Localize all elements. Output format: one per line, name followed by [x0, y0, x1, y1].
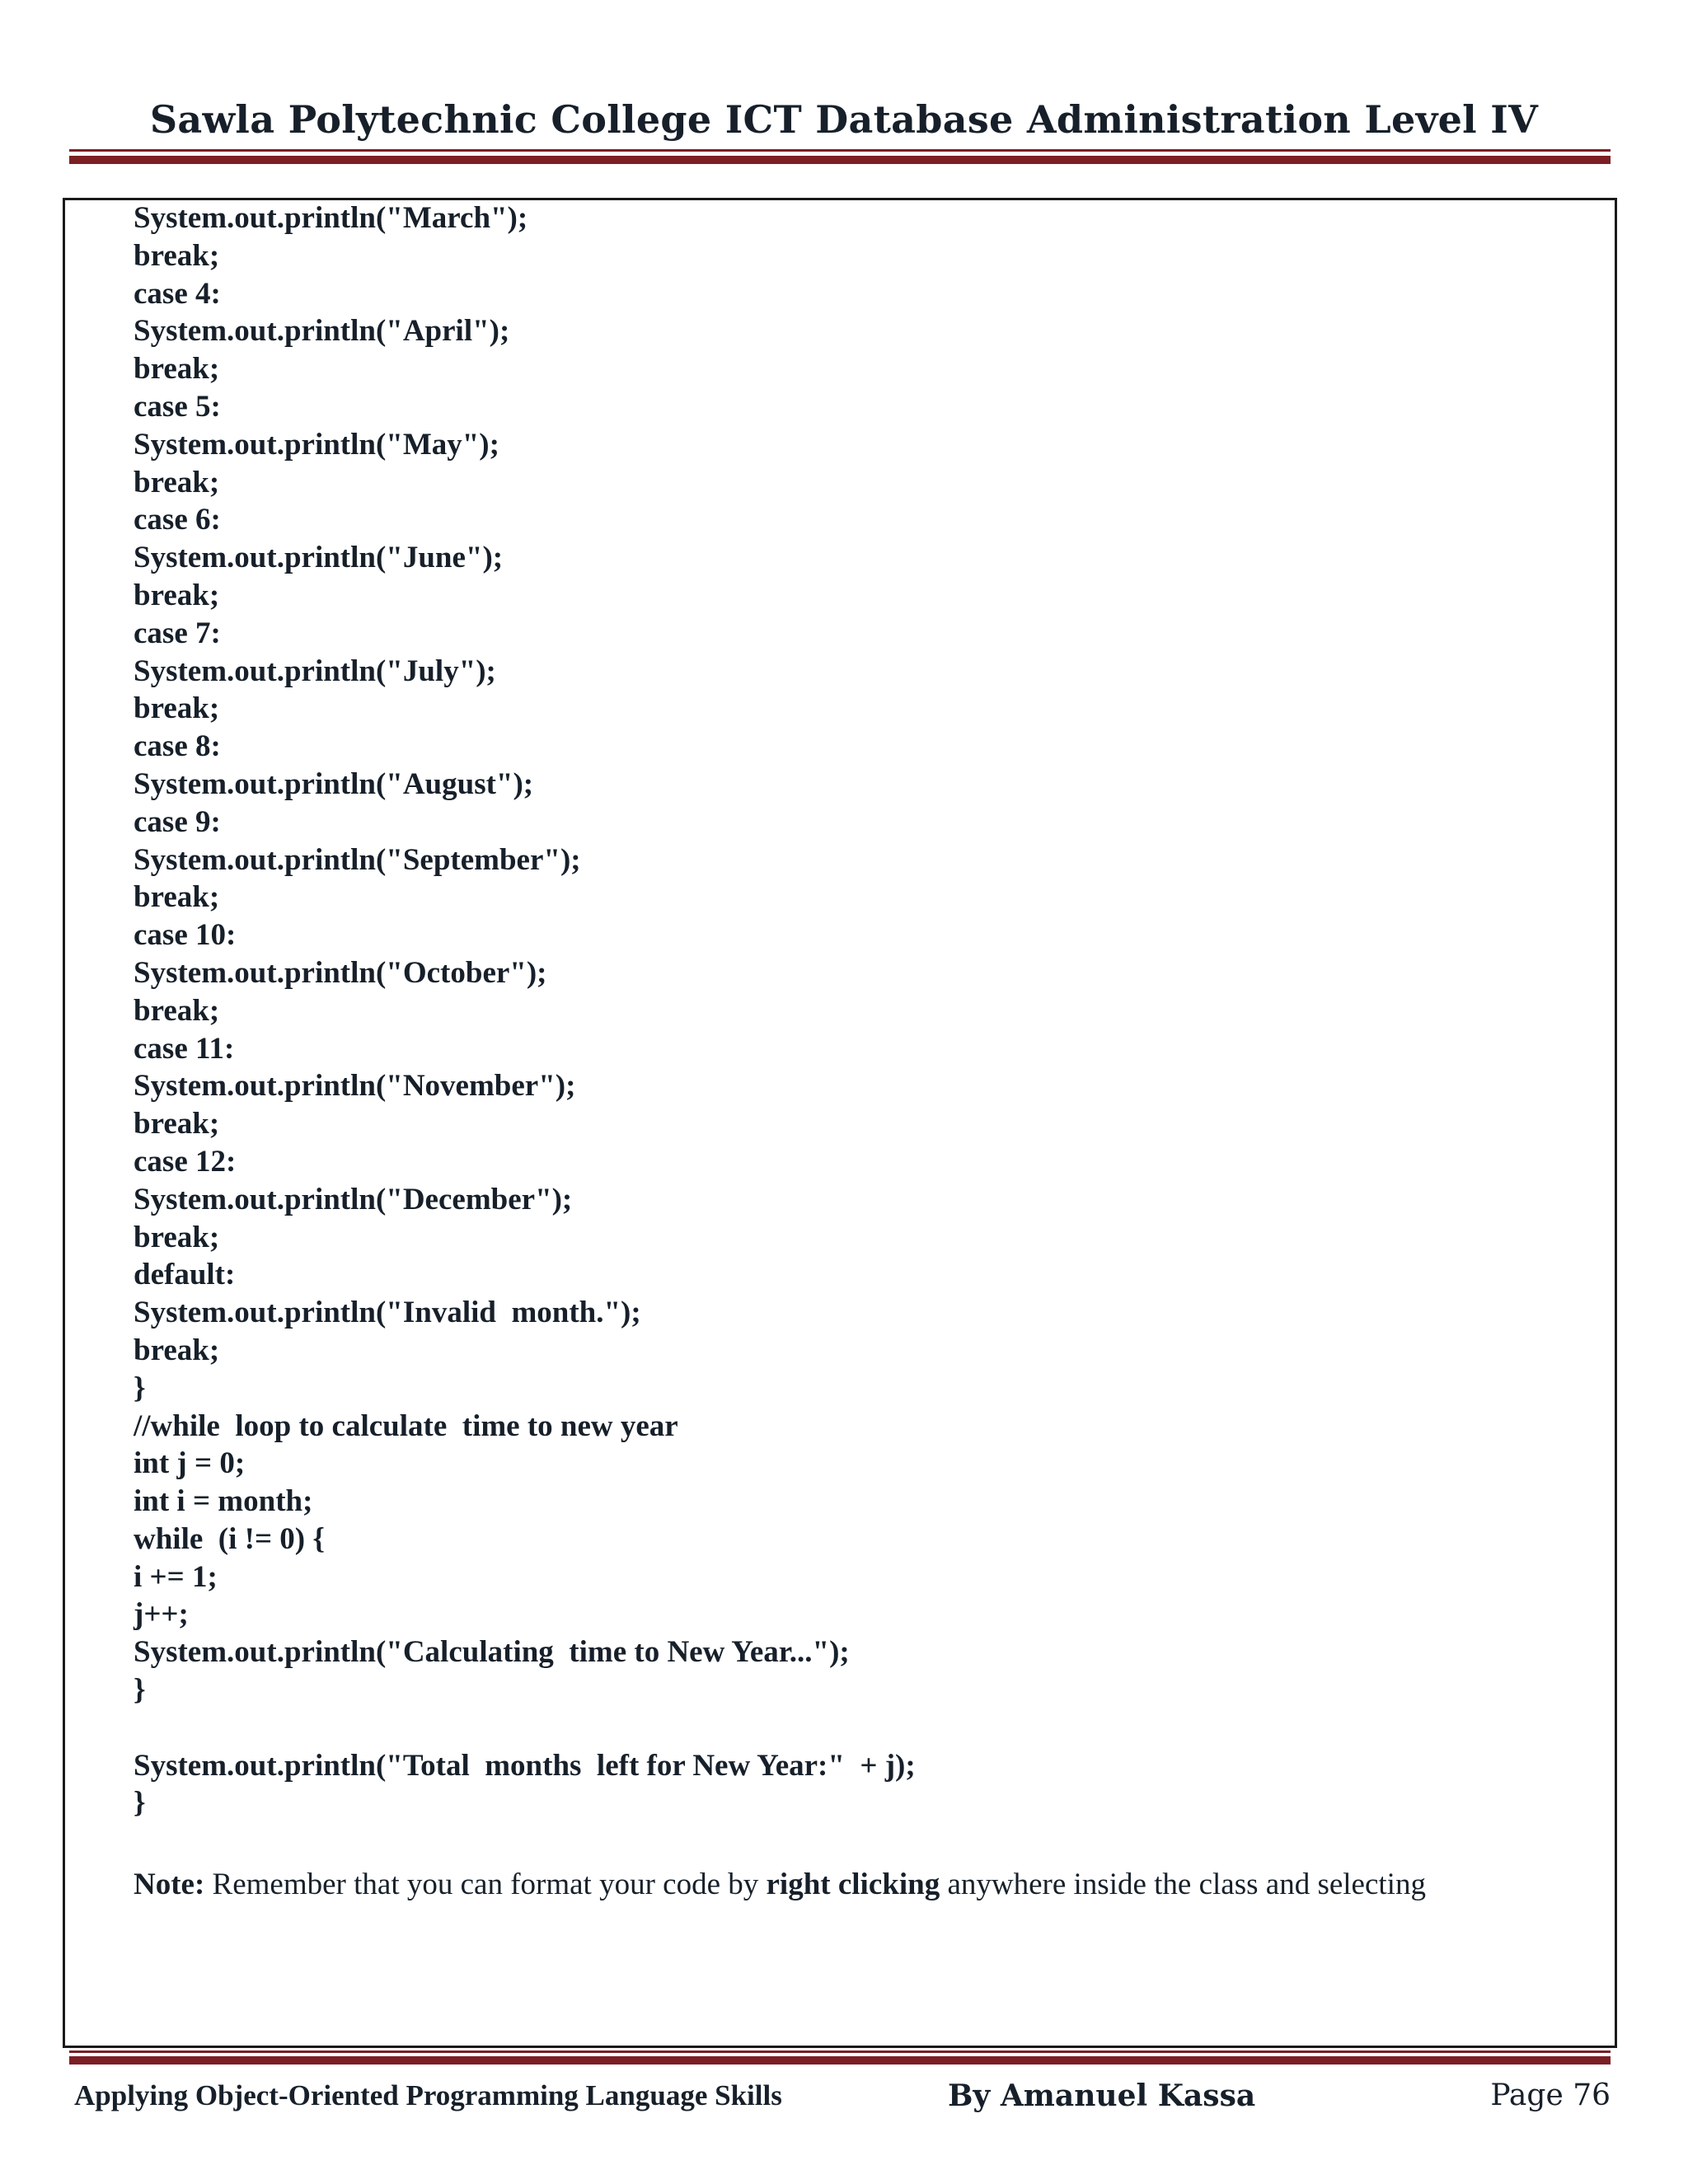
- header-rule-thick: [69, 156, 1611, 164]
- code-line: }: [134, 1673, 146, 1708]
- code-line: }: [134, 1371, 146, 1405]
- code-line: case 12:: [134, 1144, 237, 1179]
- header-rule-thin: [69, 149, 1611, 152]
- code-line: break;: [134, 993, 220, 1028]
- code-line: case 10:: [134, 918, 237, 953]
- code-line: case 4:: [134, 276, 221, 311]
- code-line: default:: [134, 1258, 236, 1292]
- code-line: break;: [134, 578, 220, 612]
- code-line: }: [134, 1786, 146, 1821]
- code-line: while (i != 0) {: [134, 1521, 325, 1556]
- footer-course-title: Applying Object-Oriented Programming Language Skills: [74, 2079, 782, 2111]
- code-line: break;: [134, 1107, 220, 1141]
- code-line: System.out.println("Invalid month.");: [134, 1296, 641, 1330]
- code-line: i += 1;: [134, 1559, 218, 1594]
- code-line: break;: [134, 1333, 220, 1367]
- code-line: break;: [134, 238, 220, 273]
- code-line: break;: [134, 465, 220, 499]
- code-line: System.out.println("October");: [134, 955, 547, 990]
- code-line: System.out.println("November");: [134, 1069, 576, 1104]
- code-line: System.out.println("December");: [134, 1182, 573, 1216]
- code-line: System.out.println("May");: [134, 427, 499, 462]
- code-line: case 8:: [134, 729, 221, 764]
- code-line: break;: [134, 880, 220, 915]
- code-line: case 7:: [134, 616, 221, 650]
- code-line: System.out.println("Calculating time to New Year...");: [134, 1635, 850, 1670]
- footer-author: By Amanuel Kassa: [948, 2079, 1256, 2113]
- code-line: System.out.println("March");: [134, 201, 528, 235]
- footer-rule-thick: [69, 2056, 1611, 2064]
- code-line: case 6:: [134, 503, 221, 537]
- page-title: Sawla Polytechnic College ICT Database Administration Level IV: [149, 97, 1539, 142]
- note-text-1: Remember that you can format your code by: [204, 1868, 767, 1901]
- code-line: j++;: [134, 1597, 189, 1632]
- code-line: case 11:: [134, 1031, 235, 1066]
- code-line: break;: [134, 691, 220, 726]
- code-line: System.out.println("September");: [134, 842, 581, 877]
- code-line: System.out.println("Total months left for New Year:" + j);: [134, 1748, 916, 1783]
- code-line: case 5:: [134, 389, 221, 424]
- code-line: //while loop to calculate time to new year: [134, 1408, 678, 1443]
- code-line: System.out.println("June");: [134, 541, 504, 575]
- code-line: System.out.println("July");: [134, 654, 496, 688]
- code-line: [134, 1709, 916, 1747]
- code-line: break;: [134, 1220, 220, 1254]
- code-line: break;: [134, 352, 220, 387]
- footer-rule-thin: [69, 2050, 1611, 2053]
- note-text-2: anywhere inside the class and selecting: [940, 1868, 1426, 1901]
- code-line: case 9:: [134, 804, 221, 839]
- note-paragraph: [134, 1866, 1609, 1903]
- code-line: int j = 0;: [134, 1446, 246, 1481]
- note-label: Note:: [134, 1868, 205, 1901]
- code-line: int i = month;: [134, 1484, 313, 1519]
- footer-page-number: Page 76: [1490, 2079, 1611, 2112]
- code-line: System.out.println("August");: [134, 766, 534, 801]
- code-block: [134, 199, 916, 1822]
- code-line: System.out.println("April");: [134, 314, 510, 349]
- note-bold-text: right clicking: [766, 1868, 940, 1901]
